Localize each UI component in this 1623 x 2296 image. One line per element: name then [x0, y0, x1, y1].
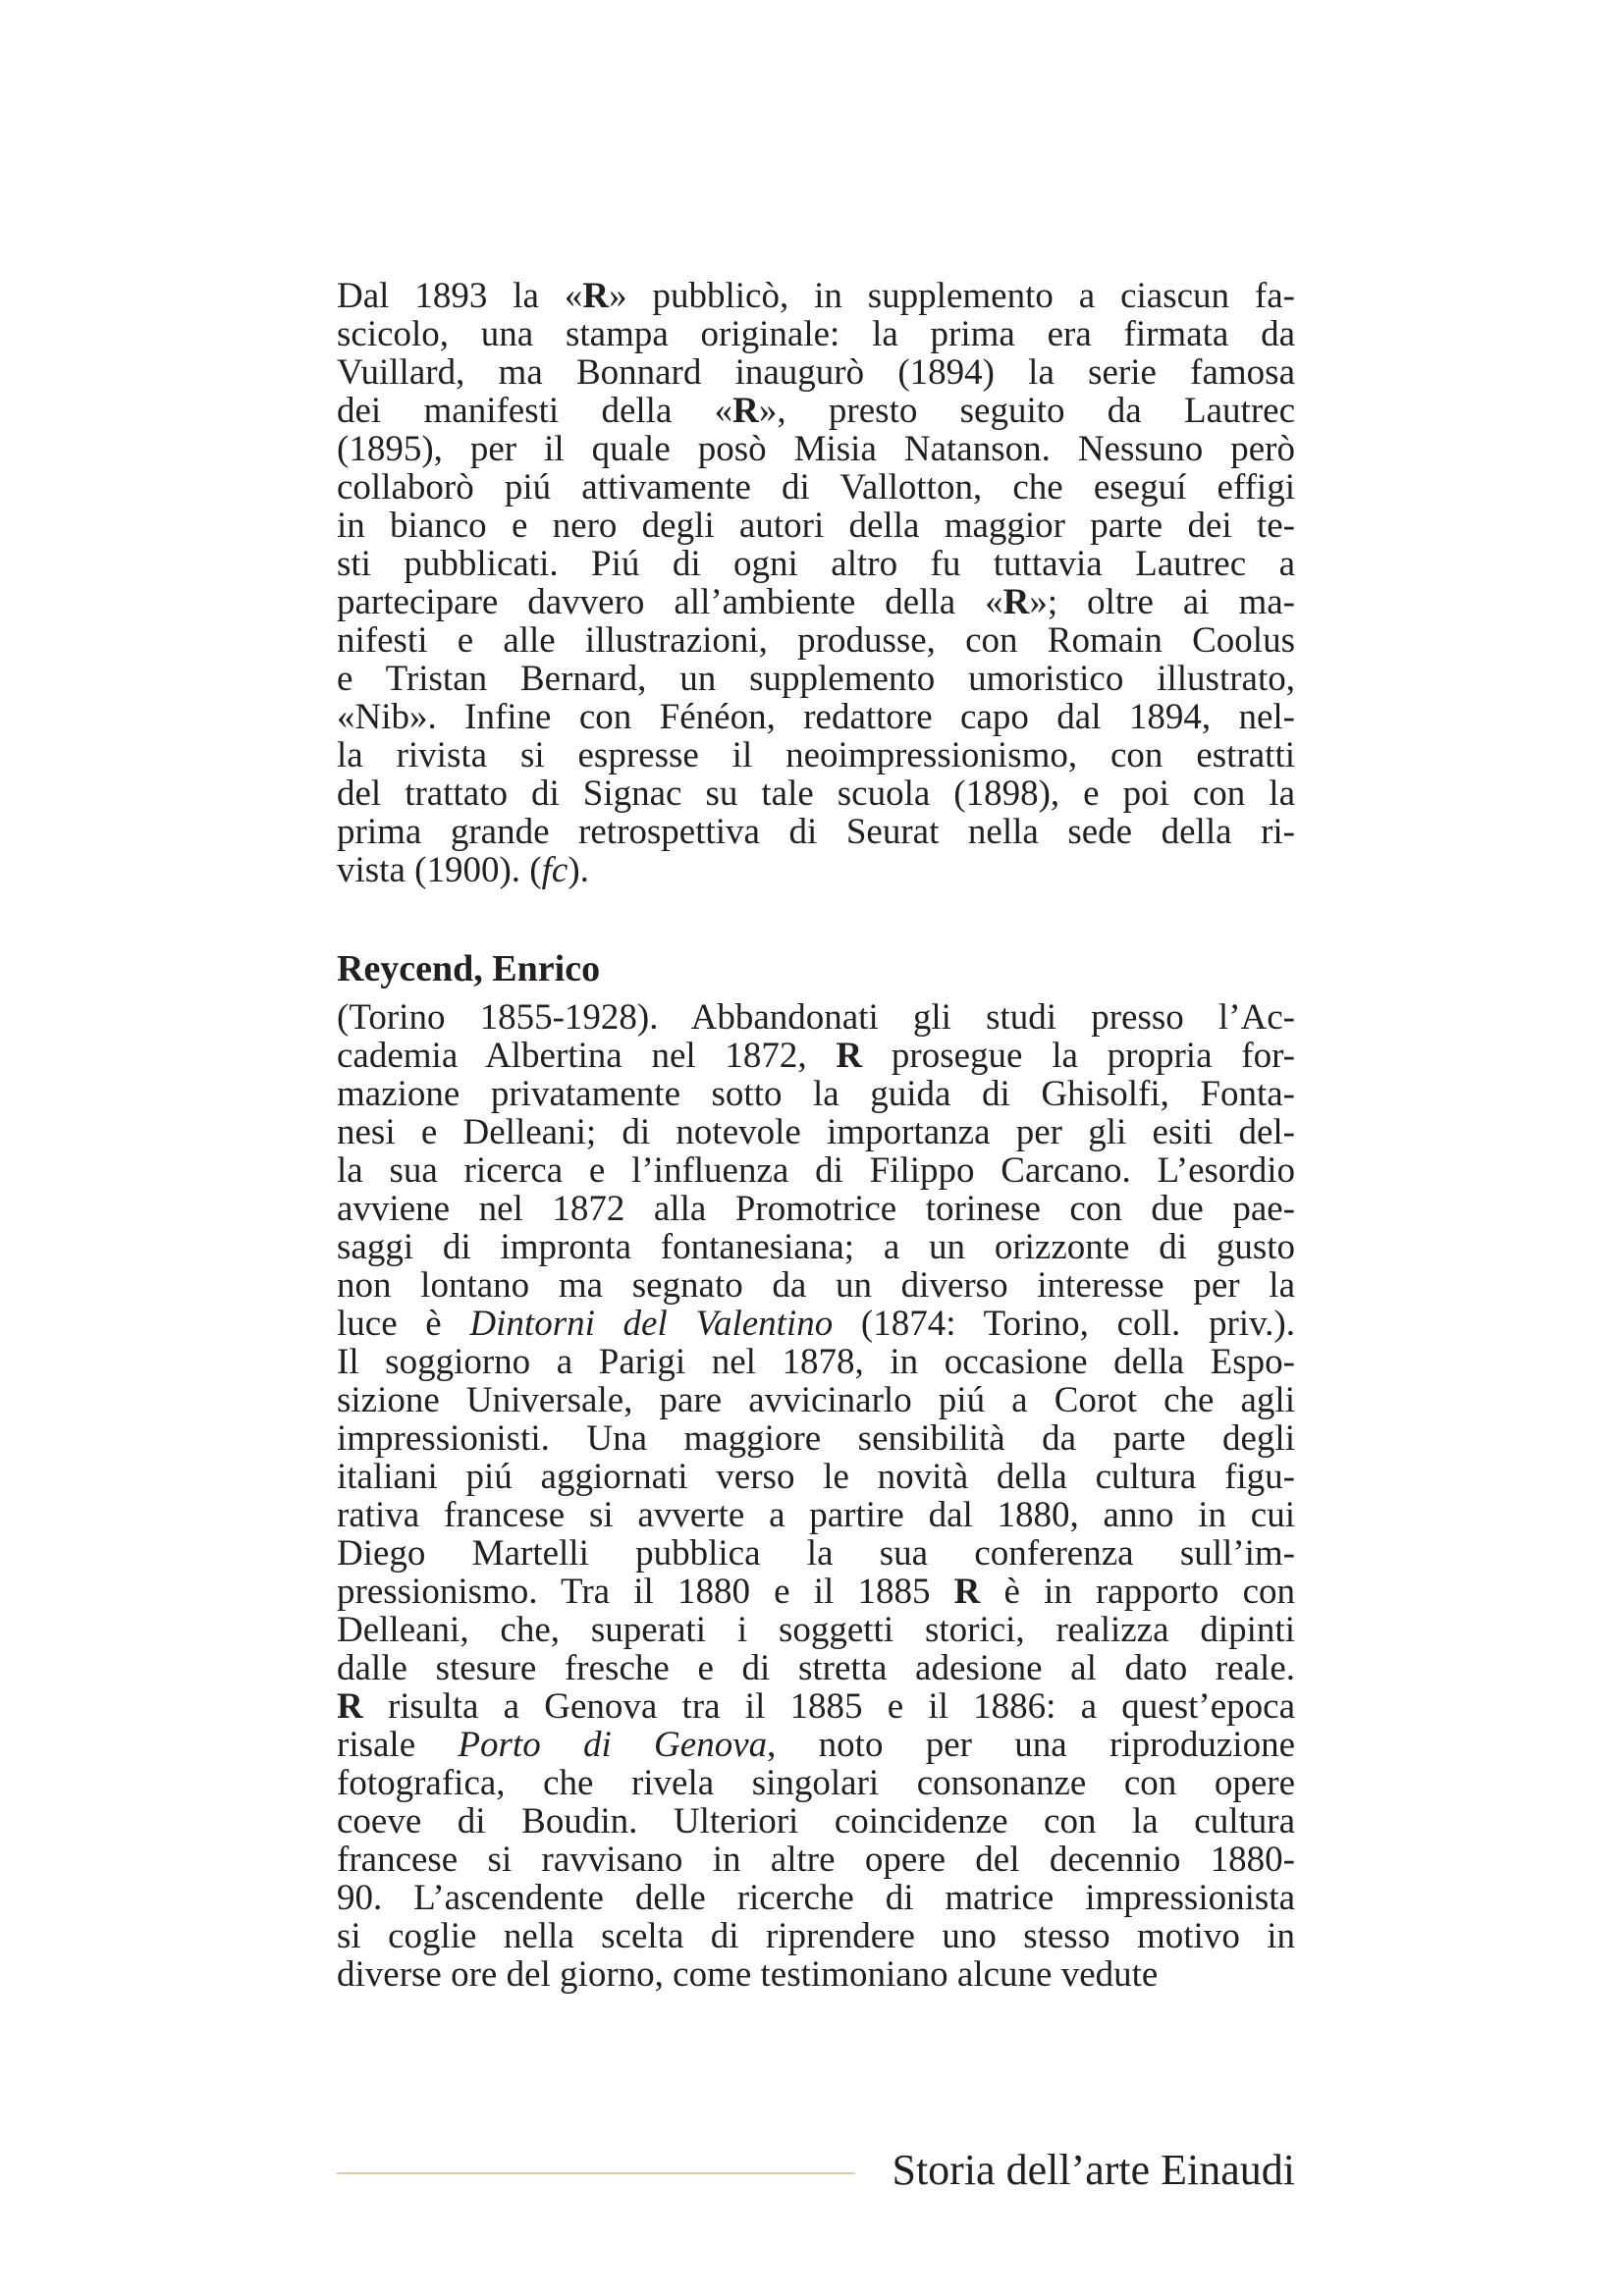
- text-line: [337, 392, 1295, 430]
- footer-rule: [337, 2172, 855, 2174]
- text-run: ).: [568, 850, 589, 890]
- text-run: nesi e Delleani; di notevole importanza per gli esiti del-: [337, 1112, 1295, 1152]
- text-line: [337, 1802, 1295, 1841]
- text-line: [337, 1879, 1295, 1917]
- text-line: [337, 1190, 1295, 1228]
- text-run: luce è: [337, 1304, 470, 1344]
- text-run: fotografica, che rivela singolari consonanze con opere: [337, 1763, 1295, 1803]
- paragraph-reveue-blanche: [337, 277, 1295, 889]
- text-run: (Torino 1855-1928). Abbandonati gli studi presso l’Ac-: [337, 997, 1295, 1038]
- text-run: vista (1900). (: [337, 850, 542, 890]
- abbrev-bold: R: [836, 1036, 863, 1076]
- text-run: Dal 1893 la «: [337, 276, 583, 316]
- abbrev-bold: R: [337, 1686, 363, 1727]
- text-run: pressionismo. Tra il 1880 e il 1885: [337, 1572, 954, 1612]
- text-run: Il soggiorno a Parigi nel 1878, in occasione della Espo-: [337, 1342, 1295, 1382]
- text-run: Vuillard, ma Bonnard inaugurò (1894) la serie famosa: [337, 352, 1295, 393]
- text-line: [337, 736, 1295, 774]
- text-run: , noto per una riproduzione: [767, 1725, 1296, 1765]
- entry-body: [337, 998, 1295, 1994]
- text-run: Delleani, che, superati i soggetti storici, realizza dipinti: [337, 1610, 1295, 1650]
- text-line: [337, 1955, 1295, 1994]
- text-run: e Tristan Bernard, un supplemento umoristico illustrato,: [337, 659, 1295, 699]
- page-body: [337, 277, 1295, 1994]
- text-run: dei manifesti della «: [337, 391, 733, 431]
- text-line: [337, 1037, 1295, 1075]
- italic-title: Porto di Genova: [458, 1725, 768, 1765]
- text-line: [337, 1343, 1295, 1381]
- text-line: [337, 774, 1295, 813]
- text-line: [337, 353, 1295, 392]
- text-run: diverse ore del giorno, come testimoniano alcune vedute: [337, 1954, 1159, 1995]
- text-run: del trattato di Signac su tale scuola (1898), e poi con la: [337, 774, 1295, 814]
- text-line: [337, 1228, 1295, 1266]
- text-run: rativa francese si avverte a partire dal 1880, anno in cui: [337, 1495, 1295, 1535]
- text-run: francese si ravvisano in altre opere del decennio 1880-: [337, 1840, 1295, 1880]
- abbrev-bold: R: [582, 276, 610, 316]
- text-run: la sua ricerca e l’influenza di Filippo Carcano. L’esordio: [337, 1150, 1295, 1191]
- text-run: risulta a Genova tra il 1885 e il 1886: a quest’epoca: [362, 1686, 1295, 1727]
- text-run: impressionisti. Una maggiore sensibilità da parte degli: [337, 1418, 1295, 1459]
- text-run: saggi di impronta fontanesiana; a un orizzonte di gusto: [337, 1227, 1295, 1267]
- text-run: »; oltre ai ma-: [1029, 582, 1296, 622]
- text-line: [337, 998, 1295, 1037]
- text-run: prosegue la propria for-: [862, 1036, 1295, 1076]
- text-run: coeve di Boudin. Ulteriori coincidenze con la cultura: [337, 1801, 1295, 1842]
- text-line: [337, 1841, 1295, 1879]
- text-run: prima grande retrospettiva di Seurat nella sede della ri-: [337, 812, 1295, 852]
- text-line: [337, 1113, 1295, 1151]
- text-run: (1874: Torino, coll. priv.).: [833, 1304, 1295, 1344]
- italic-title: Dintorni del Valentino: [469, 1304, 834, 1344]
- text-line: [337, 507, 1295, 545]
- text-line: [337, 468, 1295, 507]
- italic-title: fc: [541, 850, 568, 890]
- text-run: nifesti e alle illustrazioni, produsse, con Romain Coolus: [337, 620, 1295, 661]
- text-line: [337, 1764, 1295, 1802]
- text-line: [337, 1381, 1295, 1419]
- text-line: [337, 1611, 1295, 1649]
- text-line: [337, 851, 1295, 889]
- text-line: [337, 1266, 1295, 1305]
- text-line: [337, 277, 1295, 315]
- text-run: sizione Universale, pare avvicinarlo piú a Corot che agli: [337, 1380, 1295, 1420]
- text-line: [337, 430, 1295, 468]
- text-line: [337, 813, 1295, 851]
- text-line: [337, 545, 1295, 583]
- text-run: » pubblicò, in supplemento a ciascun fa-: [609, 276, 1295, 316]
- text-line: [337, 1496, 1295, 1534]
- text-line: [337, 1687, 1295, 1726]
- text-line: [337, 1151, 1295, 1190]
- text-line: [337, 660, 1295, 698]
- abbrev-bold: R: [732, 391, 759, 431]
- text-run: si coglie nella scelta di riprendere uno stesso motivo in: [337, 1916, 1295, 1956]
- text-run: sti pubblicati. Piú di ogni altro fu tuttavia Lautrec a: [337, 544, 1295, 584]
- text-run: », presto seguito da Lautrec: [758, 391, 1295, 431]
- text-run: in bianco e nero degli autori della maggior parte dei te-: [337, 506, 1295, 546]
- text-run: risale: [337, 1725, 459, 1765]
- entry-heading: Reycend, Enrico: [337, 948, 601, 989]
- text-line: [337, 315, 1295, 353]
- text-line: [337, 1458, 1295, 1496]
- text-line: [337, 1917, 1295, 1955]
- text-run: collaborò piú attivamente di Vallotton, che eseguí effigi: [337, 467, 1295, 507]
- text-run: partecipare davvero all’ambiente della «: [337, 582, 1003, 622]
- abbrev-bold: R: [1002, 582, 1030, 622]
- footer-title: Storia dell’arte Einaudi: [892, 2146, 1295, 2194]
- abbrev-bold: R: [953, 1572, 981, 1612]
- text-run: italiani piú aggiornati verso le novità della cultura figu-: [337, 1457, 1295, 1497]
- text-line: [337, 1534, 1295, 1573]
- text-line: [337, 1419, 1295, 1458]
- text-run: non lontano ma segnato da un diverso interesse per la: [337, 1265, 1295, 1306]
- text-run: cademia Albertina nel 1872,: [337, 1036, 837, 1076]
- text-run: Diego Martelli pubblica la sua conferenza sull’im-: [337, 1533, 1295, 1574]
- text-line: [337, 1649, 1295, 1687]
- text-line: [337, 1075, 1295, 1113]
- text-run: mazione privatamente sotto la guida di Ghisolfi, Fonta-: [337, 1074, 1295, 1114]
- text-line: [337, 1573, 1295, 1611]
- text-run: dalle stesure fresche e di stretta adesione al dato reale.: [337, 1648, 1295, 1688]
- text-run: avviene nel 1872 alla Promotrice torinese con due pae-: [337, 1189, 1295, 1229]
- text-line: [337, 698, 1295, 736]
- text-run: 90. L’ascendente delle ricerche di matrice impressionista: [337, 1878, 1295, 1918]
- text-run: è in rapporto con: [980, 1572, 1295, 1612]
- text-line: [337, 1305, 1295, 1343]
- text-line: [337, 583, 1295, 621]
- text-run: la rivista si espresse il neoimpressionismo, con estratti: [337, 735, 1295, 775]
- text-run: «Nib». Infine con Fénéon, redattore capo dal 1894, nel-: [337, 697, 1295, 737]
- text-run: (1895), per il quale posò Misia Natanson. Nessuno però: [337, 429, 1295, 469]
- text-line: [337, 1726, 1295, 1764]
- text-run: scicolo, una stampa originale: la prima era firmata da: [337, 314, 1295, 354]
- text-line: [337, 621, 1295, 660]
